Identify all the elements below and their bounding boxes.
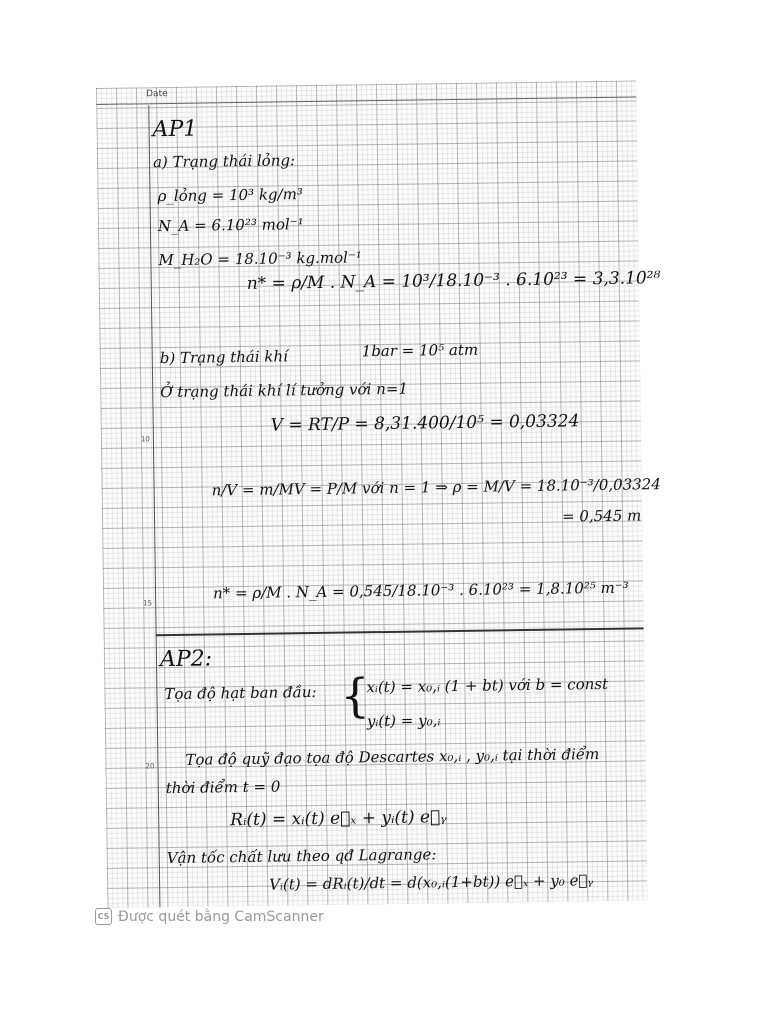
page-top-edge bbox=[96, 96, 636, 105]
coordinate-description-2: thời điểm t = 0 bbox=[165, 777, 281, 798]
volume-equation: V = RT/P = 8,31.400/10⁵ = 0,03324 bbox=[270, 411, 580, 436]
coordinate-description: Tọa độ quỹ đạo tọa độ Descartes x₀,ᵢ , y₀,ᵢ tại thời điểm bbox=[185, 745, 600, 769]
camscanner-text: Được quét bằng CamScanner bbox=[118, 908, 324, 925]
section-divider bbox=[156, 627, 644, 636]
system-brace: { bbox=[340, 668, 371, 723]
ratio-equation: n/V = m/MV = P/M với n = 1 ⇒ ρ = M/V = 18.10⁻³/0,03324 bbox=[211, 475, 661, 500]
n-star-gas: n* = ρ/M . N_A = 0,545/18.10⁻³ . 6.10²³ = 1,8.10²⁵ m⁻³ bbox=[212, 578, 629, 603]
velocity-equation: Vᵢ(t) = dRᵢ(t)/dt = d(x₀,ᵢ(1+bt)) e⃗ₓ + y₀ e⃗ᵧ bbox=[269, 871, 594, 894]
ideal-gas-note: Ở trạng thái khí lí tưởng với n=1 bbox=[160, 379, 409, 402]
ratio-result: = 0,545 m bbox=[561, 506, 642, 526]
line-number-20: 20 bbox=[145, 762, 155, 771]
part-b-heading: b) Trạng thái khí bbox=[159, 347, 289, 368]
notebook-page bbox=[96, 80, 661, 907]
bar-conversion: 1bar = 10⁵ atm bbox=[361, 340, 479, 361]
camscanner-logo-icon: CS bbox=[95, 908, 112, 925]
part-a-heading: a) Trạng thái lỏng: bbox=[152, 151, 296, 172]
equation-y: yᵢ(t) = y₀,ᵢ bbox=[366, 711, 441, 731]
camscanner-watermark bbox=[95, 908, 324, 925]
initial-conditions-label: Tọa độ hạt ban đầu: bbox=[164, 682, 317, 704]
date-label: Date bbox=[146, 89, 168, 100]
position-vector: Rᵢ(t) = xᵢ(t) e⃗ₓ + yᵢ(t) e⃗ᵧ bbox=[230, 807, 447, 831]
velocity-intro: Vận tốc chất lưu theo qđ Lagrange: bbox=[166, 845, 437, 868]
problem2-heading: AP2: bbox=[159, 646, 213, 673]
equation-x: xᵢ(t) = x₀,ᵢ (1 + bt) với b = const bbox=[366, 674, 609, 697]
line-number-15: 15 bbox=[143, 599, 153, 608]
problem1-heading: AP1 bbox=[152, 116, 198, 143]
molar-mass-water: M_H₂O = 18.10⁻³ kg.mol⁻¹ bbox=[158, 248, 362, 270]
density-liquid: ρ_lỏng = 10³ kg/m³ bbox=[157, 185, 304, 206]
n-star-liquid: n* = ρ/M . N_A = 10³/18.10⁻³ . 6.10²³ = 3,3.10²⁸ bbox=[246, 268, 661, 294]
line-number-10: 10 bbox=[140, 435, 150, 444]
avogadro-constant: N_A = 6.10²³ mol⁻¹ bbox=[157, 215, 304, 236]
